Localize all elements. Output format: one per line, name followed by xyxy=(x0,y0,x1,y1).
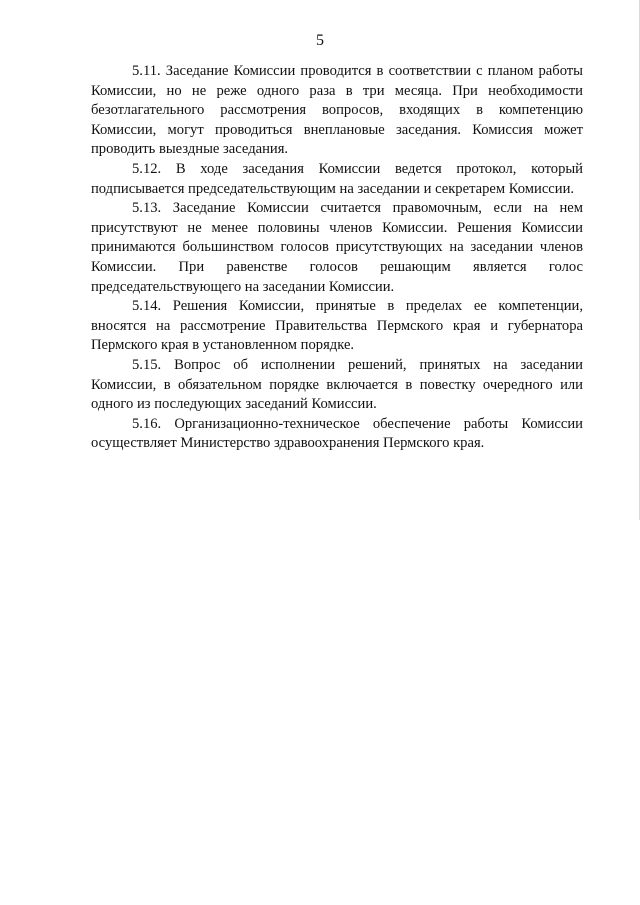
paragraph-5-13: 5.13. Заседание Комиссии считается правомочным, если на нем присутствуют не менее половины членов Комиссии. Решения Комиссии принимаются большинством голосов присутствующих на заседании членов Комиссии. При равенстве голосов решающим является голос председательствующего на заседании Комиссии. xyxy=(91,200,583,295)
paragraph-5-14: 5.14. Решения Комиссии, принятые в пределах ее компетенции, вносятся на рассмотрение Правительства Пермского края и губернатора Пермского края в установленном порядке. xyxy=(91,298,583,354)
paragraph-5-16: 5.16. Организационно-техническое обеспечение работы Комиссии осуществляет Министерство здравоохранения Пермского края. xyxy=(91,415,583,452)
page-number: 5 xyxy=(316,32,324,49)
paragraph-5-15: 5.15. Вопрос об исполнении решений, принятых на заседании Комиссии, в обязательном порядке включается в повестку очередного или одного из последующих заседаний Комиссии. xyxy=(91,356,583,413)
paragraph-5-12: 5.12. В ходе заседания Комиссии ведется протокол, который подписывается председательствующим на заседании и секретарем Комиссии. xyxy=(91,160,583,197)
document-body xyxy=(91,62,583,454)
paragraph-5-11: 5.11. Заседание Комиссии проводится в соответствии с планом работы Комиссии, но не реже одного раза в три месяца. При необходимости безотлагательного рассмотрения вопросов, входящих в компетенцию Комиссии, могут проводиться внеплановые заседания. Комиссия может проводить выездные заседания. xyxy=(91,63,583,158)
